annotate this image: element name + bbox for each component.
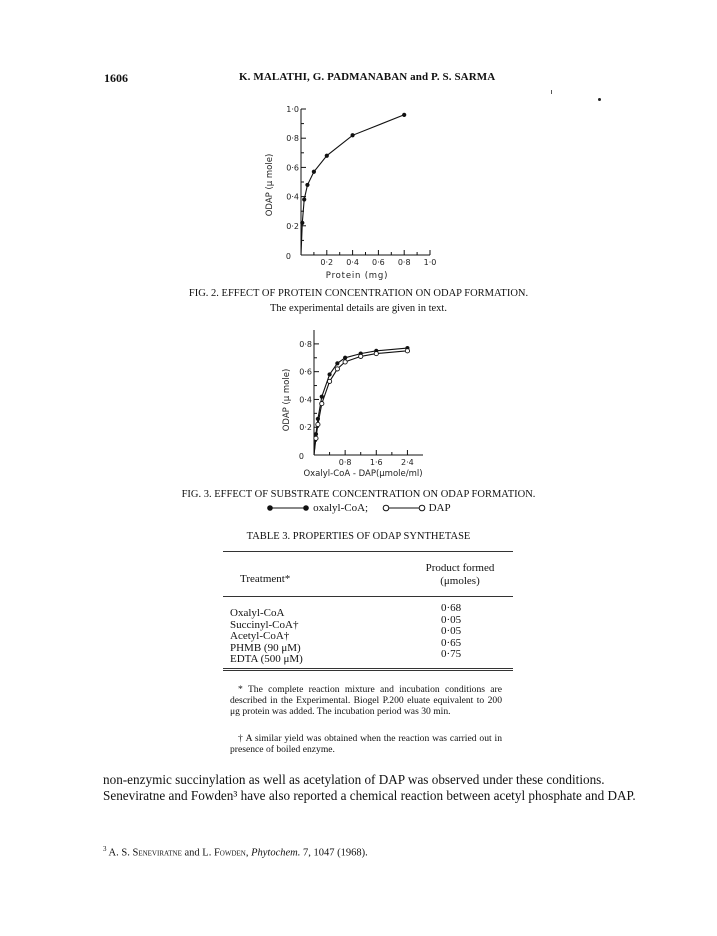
table-cell-value: 0·05 [441,613,462,626]
table-header-product-line2: (μmoles) [440,575,480,587]
data-point-filled [325,154,329,158]
y-tick-label: 0·2 [286,221,299,231]
x-tick-label: 1·6 [369,458,383,467]
table-cell-value: 0·05 [441,625,462,637]
table-bottom-rule [223,668,513,669]
data-point-open [320,402,324,406]
x-tick-label: 0·8 [397,258,411,267]
table-bottom-rule-2 [223,670,513,671]
y-tick-label: 0·8 [299,339,312,349]
data-point-filled [302,197,306,201]
figure-2-chart [250,100,450,285]
fig2-caption-title: EFFECT OF PROTEIN CONCENTRATION ON ODAP FORMATION. [221,288,529,299]
fig2-caption-text: The experimental details are given in text. [270,303,447,314]
table-cell-treatment: Oxalyl-CoA [230,607,285,619]
scan-speck [598,98,601,101]
series-line [314,351,407,455]
scan-mark [551,90,552,94]
origin-label: 0 [285,252,291,261]
data-point-open [343,360,347,364]
fig2-xlabel: Protein (mg) [325,271,389,281]
figure-3-caption [0,487,717,502]
data-point-filled [351,133,355,137]
page-number: 1606 [104,71,128,85]
data-point-filled [335,361,339,365]
data-point-filled [343,356,347,360]
table-3-label: TABLE 3. [246,531,291,542]
x-tick-label: 0·6 [372,258,385,267]
footnote-reference [103,845,368,859]
data-point-filled [402,113,406,117]
origin-label: 0 [298,452,304,461]
data-point-open [327,379,331,383]
fig3-caption-title: EFFECT OF SUBSTRATE CONCENTRATION ON ODAP FORMATION. [214,489,536,500]
table-3-heading: PROPERTIES OF ODAP SYNTHETASE [292,531,471,542]
x-tick-label: 0·8 [338,458,352,467]
table-body [230,602,510,665]
y-tick-label: 0·4 [286,192,299,202]
table-cell-treatment: Acetyl-CoA† [230,630,290,642]
x-tick-label: 1·0 [423,258,437,267]
table-cell-value: 0·65 [441,636,462,649]
data-point-open [405,349,409,353]
y-tick-label: 0·6 [299,367,312,377]
x-tick-label: 0·2 [320,258,334,267]
table-3-title [0,531,717,542]
figure-2-caption [0,286,717,316]
fig2-ylabel: ODAP (μ mole) [265,153,275,217]
fig3-ylabel: ODAP (μ mole) [282,368,292,432]
table-cell-value: 0·75 [441,648,462,660]
fig3-caption-label: FIG. 3. [181,489,212,500]
data-point-filled [300,221,304,225]
ref-text: A. S. Seneviratne and L. Fowden, Phytochem. 7, 1047 (1968). [108,847,368,859]
table-footnote-2: † A similar yield was obtained when the reaction was carried out in presence of boiled enzyme. [230,733,502,755]
legend-filled-marker [266,503,310,513]
table-top-rule [223,551,513,552]
y-tick-label: 1·0 [286,105,299,114]
y-tick-label: 0·4 [299,395,312,405]
x-tick-label: 2·4 [401,458,414,467]
table-row [230,648,510,665]
legend-filled-label: oxalyl-CoA; [313,502,369,514]
table-row [230,625,510,642]
running-header-authors: K. MALATHI, G. PADMANABAN and P. S. SARMA [239,71,496,83]
data-point-filled [305,183,309,187]
fig2-caption-label: FIG. 2. [188,288,219,299]
table-header-rule [223,596,513,597]
table-header-treatment: Treatment* [240,573,291,585]
y-tick-label: 0·6 [286,163,299,173]
table-cell-treatment: EDTA (500 μM) [230,653,303,665]
body-paragraph: non-enzymic succinylation as well as acetylation of DAP was observed under these conditions. Seneviratne and Fowden³ have also reported a chemical reaction between acetyl phosphate and DAP. [103,772,636,803]
x-tick-label: 0·4 [346,258,359,267]
table-row [230,602,510,619]
table-cell-treatment: PHMB (90 μM) [230,641,301,654]
data-point-filled [327,372,331,376]
legend-open-label: DAP [428,502,451,514]
fig3-xlabel: Oxalyl-CoA - DAP(μmole/ml) [303,469,423,479]
figure-3-chart [255,328,445,480]
y-tick-label: 0·2 [299,423,312,433]
y-tick-label: 0·8 [286,134,299,144]
ref-marker: 3 [103,845,107,853]
table-footnote-1: * The complete reaction mixture and incubation conditions are described in the Experimental. Biogel P.200 eluate equivalent to 200 μg protein was added. The incubation period was 30 min. [230,684,502,717]
legend-open-marker [382,503,426,513]
data-point-filled [312,170,316,174]
figure-3-legend [0,502,717,514]
table-header-product-line1: Product formed [425,562,495,574]
data-point-open [359,354,363,358]
data-point-open [316,422,320,426]
table-header-product [415,562,505,588]
table-cell-treatment: Succinyl-CoA† [230,618,299,631]
data-point-open [335,367,339,371]
table-cell-value: 0·68 [441,602,462,614]
data-point-open [314,436,318,440]
data-point-open [374,352,378,356]
series-line [314,348,407,455]
